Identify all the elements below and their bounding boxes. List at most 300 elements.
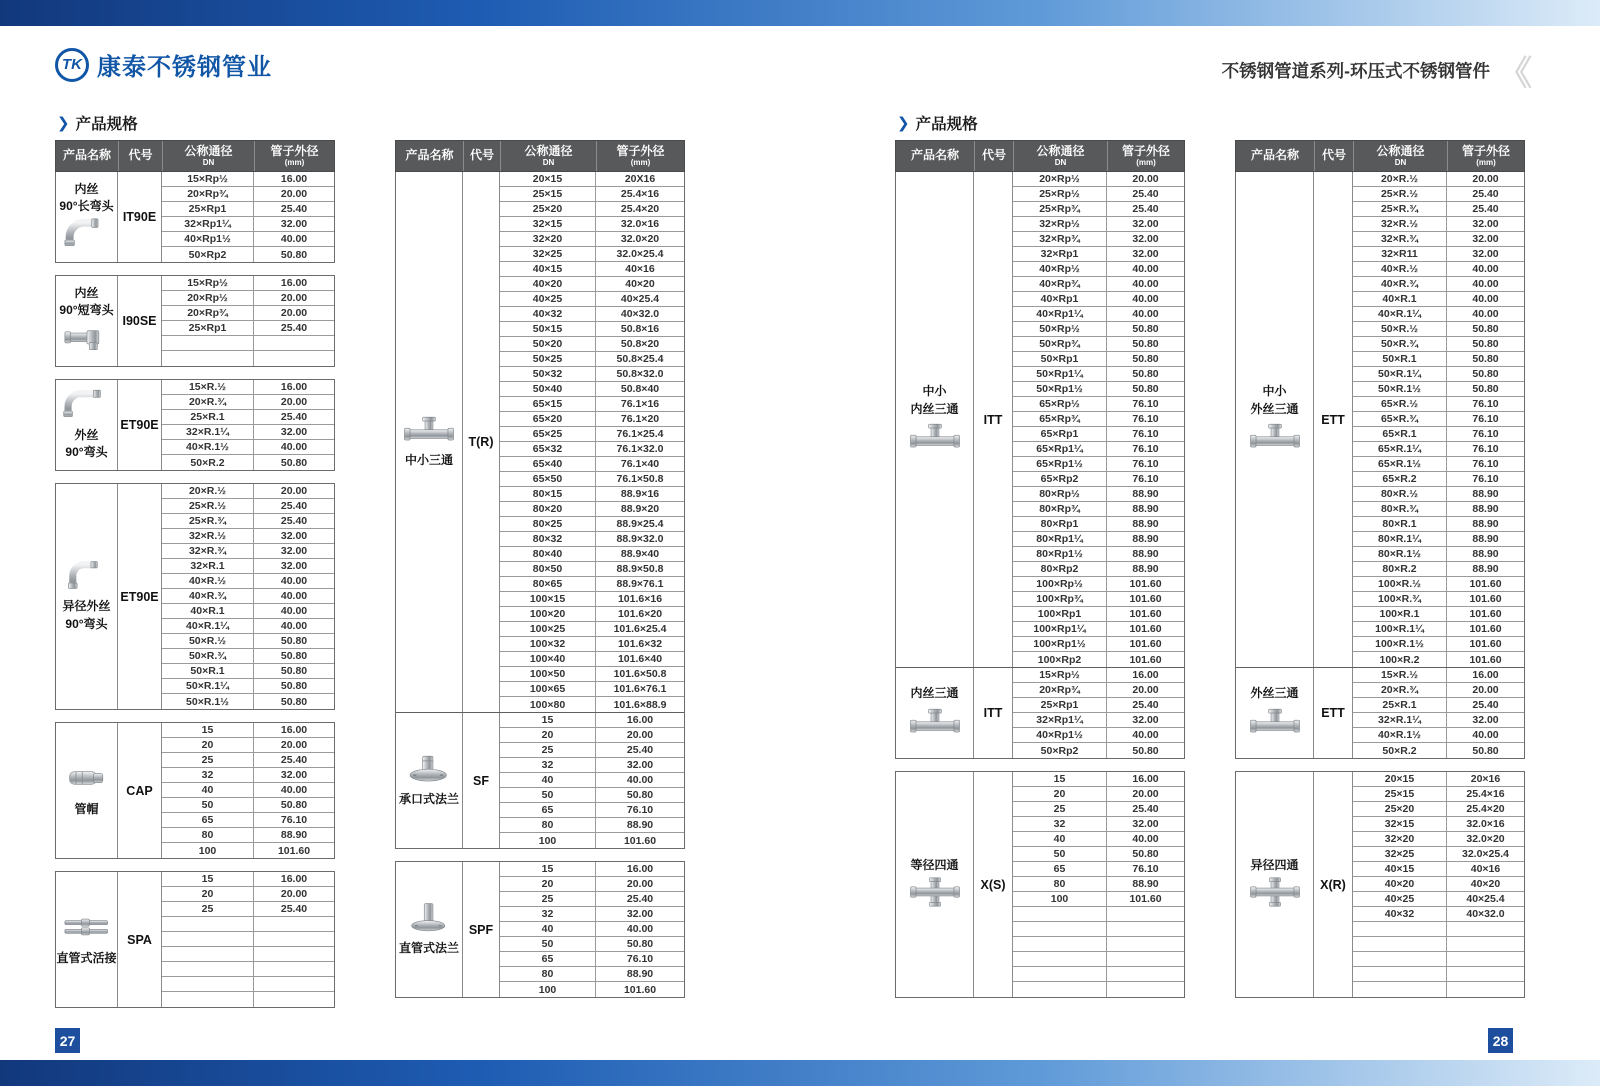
od-value: 76.10 <box>1132 398 1159 410</box>
od-value: 50.80 <box>280 695 308 708</box>
header-label: 产品名称 <box>62 148 111 163</box>
product-code: ET90E <box>118 380 162 470</box>
dn-value: 80×Rp1½ <box>1013 547 1107 561</box>
product-name-line: 内丝 <box>74 181 99 196</box>
od-value: 20.00 <box>280 307 308 319</box>
product-name-line: 承口式法兰 <box>398 791 459 806</box>
table-row <box>500 982 684 997</box>
dn-value: 15×Rp½ <box>1013 668 1107 682</box>
table-row <box>162 276 334 291</box>
table-row <box>500 877 684 892</box>
od-value: 25.40 <box>1132 699 1159 711</box>
table-row <box>162 694 334 709</box>
od-value: 50.8×25.4 <box>616 353 664 365</box>
flange-socket-icon <box>403 753 455 783</box>
section-title-text: 产品规格 <box>75 116 138 133</box>
od-value: 76.10 <box>1472 458 1499 470</box>
od-value <box>254 977 334 991</box>
table-row <box>500 457 684 472</box>
table-row <box>162 395 334 410</box>
dn-value <box>1013 907 1107 921</box>
dn-value: 80×15 <box>500 487 596 501</box>
od-value: 101.60 <box>1129 638 1162 650</box>
table-row <box>1013 502 1184 517</box>
dn-value: 25×20 <box>500 202 596 216</box>
dn-value: 80×32 <box>500 532 596 546</box>
product-name <box>399 791 459 808</box>
table-row <box>1353 877 1524 892</box>
col-header-od <box>254 141 334 171</box>
dn-value: 32×R.½ <box>1353 217 1447 231</box>
product-name-line: 90°弯头 <box>65 445 108 459</box>
dn-value: 32×25 <box>500 247 596 261</box>
spec-table-2 <box>395 140 685 998</box>
od-value: 40.00 <box>1132 308 1159 320</box>
product-photo <box>403 753 455 788</box>
dn-value: 100×Rp1 <box>1013 607 1107 621</box>
table-row <box>500 652 684 667</box>
table-row <box>1013 847 1184 862</box>
dn-value: 40×15 <box>1353 862 1447 876</box>
dn-value: 65×32 <box>500 442 596 456</box>
arrow-icon: ❯ <box>57 115 70 132</box>
table-row <box>1013 652 1184 667</box>
dn-value: 32×Rp¾ <box>1013 232 1107 246</box>
table-row <box>1353 172 1524 187</box>
od-value: 88.9×32.0 <box>616 533 664 545</box>
od-value: 88.9×20 <box>620 503 660 515</box>
table-row <box>500 532 684 547</box>
od-value: 88.90 <box>1132 488 1159 500</box>
table-row <box>1013 262 1184 277</box>
dn-value <box>162 992 254 1007</box>
table-row <box>1353 472 1524 487</box>
dn-value: 50×15 <box>500 322 596 336</box>
dn-value: 32×R.¾ <box>1353 232 1447 246</box>
od-value <box>254 351 334 366</box>
od-value: 88.90 <box>1132 533 1159 545</box>
od-value: 20.00 <box>280 292 308 304</box>
od-value: 101.60 <box>1129 578 1162 590</box>
table-row <box>1353 292 1524 307</box>
product-name <box>1250 383 1298 418</box>
dn-value: 50×20 <box>500 337 596 351</box>
table-row <box>162 410 334 425</box>
od-value: 76.1×32.0 <box>616 443 664 455</box>
dn-value: 100×R.1¼ <box>1353 622 1447 636</box>
od-value: 50.8×40 <box>620 383 660 395</box>
od-value: 20.00 <box>626 729 654 741</box>
od-value: 20.00 <box>1132 684 1159 696</box>
table-row <box>500 592 684 607</box>
product-code: ETT <box>1314 172 1353 667</box>
od-value: 25.4×16 <box>1466 788 1505 800</box>
od-value: 101.6×76.1 <box>613 683 667 695</box>
table-row <box>500 892 684 907</box>
dn-value: 65×Rp1 <box>1013 427 1107 441</box>
dn-value: 80 <box>500 818 596 832</box>
dn-value: 65 <box>1013 862 1107 876</box>
header-label: 代号 <box>1321 148 1346 163</box>
product-section <box>56 872 334 1007</box>
header-label: 代号 <box>469 148 494 163</box>
product-photo <box>61 912 113 947</box>
table-row <box>162 202 334 217</box>
dn-value: 25 <box>162 753 254 767</box>
od-value: 88.90 <box>1472 518 1499 530</box>
table-row <box>500 577 684 592</box>
dn-value: 50×Rp¾ <box>1013 337 1107 351</box>
od-value <box>1447 952 1524 966</box>
dn-value: 40×Rp1½ <box>1013 728 1107 742</box>
od-value: 40.00 <box>1132 293 1159 305</box>
dn-value: 20×15 <box>500 172 596 186</box>
dn-value: 25 <box>500 743 596 757</box>
od-value: 32.0×16 <box>620 218 660 230</box>
table-row <box>1353 427 1524 442</box>
od-value: 88.90 <box>626 968 654 980</box>
product-photo <box>403 414 455 449</box>
product-name <box>399 940 459 957</box>
product-photo <box>61 389 113 424</box>
od-value: 32.00 <box>626 759 654 771</box>
dn-value: 32×20 <box>500 232 596 246</box>
table-row <box>162 768 334 783</box>
dn-value <box>162 977 254 991</box>
spec-table-4 <box>1235 140 1525 998</box>
table-row <box>500 803 684 818</box>
table-row <box>1353 743 1524 758</box>
table-row <box>1013 937 1184 952</box>
product-name-cell <box>56 723 118 858</box>
dn-value: 25 <box>1013 802 1107 816</box>
header-label: 代号 <box>981 148 1006 163</box>
table-row <box>1013 922 1184 937</box>
table-row <box>500 922 684 937</box>
dn-value: 40×Rp1 <box>1013 292 1107 306</box>
table-row <box>162 291 334 306</box>
dn-value: 20×15 <box>1353 772 1447 786</box>
od-value: 32.00 <box>280 530 308 542</box>
dn-value: 15×R.½ <box>1353 668 1447 682</box>
dn-value: 100×32 <box>500 637 596 651</box>
elbow-ext-icon <box>61 389 113 419</box>
od-value: 25.40 <box>280 322 308 334</box>
dn-value: 20×Rp½ <box>162 291 254 305</box>
dn-value: 80×R.2 <box>1353 562 1447 576</box>
header-label: 公称通径 <box>1036 143 1085 158</box>
col-header-code <box>974 141 1013 171</box>
od-value: 16.00 <box>1132 669 1159 681</box>
od-value: 76.1×40 <box>620 458 660 470</box>
table-row <box>1353 802 1524 817</box>
od-value: 76.1×20 <box>620 413 660 425</box>
dn-value: 50×Rp1½ <box>1013 382 1107 396</box>
dn-value: 50×Rp1 <box>1013 352 1107 366</box>
od-value <box>254 962 334 976</box>
od-value: 40×20 <box>625 278 655 290</box>
table-row <box>1353 502 1524 517</box>
product-photo <box>403 902 455 937</box>
dn-value: 50×40 <box>500 382 596 396</box>
dn-value: 20 <box>162 887 254 901</box>
product-name <box>57 950 117 967</box>
product-photo <box>61 560 113 595</box>
dn-value: 25×Rp1 <box>162 202 254 216</box>
cross-icon <box>1249 877 1301 907</box>
table-row <box>1013 952 1184 967</box>
spec-rows <box>162 872 334 1007</box>
table-row <box>500 743 684 758</box>
product-name-line: 中小三通 <box>404 453 453 468</box>
od-value: 25.4×20 <box>1466 803 1505 815</box>
dn-value: 80×Rp½ <box>1013 487 1107 501</box>
product-name <box>62 598 110 633</box>
od-value: 50.80 <box>1132 383 1159 395</box>
od-value: 88.90 <box>1132 503 1159 515</box>
dn-value: 40×20 <box>1353 877 1447 891</box>
table-row <box>500 322 684 337</box>
od-value: 88.90 <box>1132 563 1159 575</box>
table-row <box>1353 382 1524 397</box>
table-row <box>1353 652 1524 667</box>
header-label: 代号 <box>128 148 153 163</box>
od-value: 32.00 <box>280 560 308 572</box>
table-row <box>1013 202 1184 217</box>
dn-value: 100×Rp1½ <box>1013 637 1107 651</box>
col-header-code <box>463 141 500 171</box>
dn-value: 20×Rp¾ <box>1013 683 1107 697</box>
table-row <box>1013 967 1184 982</box>
od-value: 32.00 <box>280 426 308 438</box>
table-row <box>162 217 334 232</box>
spec-rows <box>162 484 334 709</box>
od-value: 32.00 <box>1472 714 1499 726</box>
dn-value: 25×20 <box>1353 802 1447 816</box>
table-row <box>1353 922 1524 937</box>
product-name-cell <box>896 668 974 758</box>
dn-value <box>162 336 254 350</box>
table-row <box>162 992 334 1007</box>
product-block <box>55 722 335 859</box>
header-label: 产品名称 <box>405 148 454 163</box>
table-row <box>1353 367 1524 382</box>
table-row <box>1353 967 1524 982</box>
product-name-line: 内丝三通 <box>910 686 959 701</box>
dn-value: 50 <box>500 937 596 951</box>
product-block <box>895 771 1185 998</box>
od-value: 25.40 <box>280 754 308 766</box>
dn-value: 20 <box>500 728 596 742</box>
spec-rows <box>162 276 334 366</box>
od-value: 101.60 <box>1129 608 1162 620</box>
product-name-line: 90°短弯头 <box>59 303 114 317</box>
table-row <box>500 412 684 427</box>
table-row <box>1013 217 1184 232</box>
dn-value <box>1013 922 1107 936</box>
od-value: 25.40 <box>1132 803 1159 815</box>
table-row <box>1353 487 1524 502</box>
table-row <box>500 172 684 187</box>
od-value: 32.00 <box>1132 233 1159 245</box>
table-row <box>1353 457 1524 472</box>
od-value: 88.90 <box>626 819 654 831</box>
od-value: 50.8×20 <box>620 338 660 350</box>
product-block <box>1235 172 1525 759</box>
table-row <box>1353 277 1524 292</box>
product-name-line: 外丝三通 <box>1250 401 1299 416</box>
od-value: 32.0×16 <box>1466 818 1505 830</box>
dn-value: 80×Rp1 <box>1013 517 1107 531</box>
table-row <box>500 307 684 322</box>
product-section <box>896 172 1184 667</box>
table-row <box>1353 337 1524 352</box>
dn-value: 32×R.½ <box>162 529 254 543</box>
dn-value: 15 <box>500 862 596 876</box>
dn-value: 40×25 <box>1353 892 1447 906</box>
table-row <box>1013 427 1184 442</box>
dn-value: 25×R.½ <box>1353 187 1447 201</box>
dn-value: 40×R.1¼ <box>1353 307 1447 321</box>
dn-value: 50 <box>500 788 596 802</box>
od-value: 88.9×40 <box>620 548 660 560</box>
table-header-row <box>55 140 335 172</box>
dn-value: 65 <box>500 803 596 817</box>
product-block <box>55 483 335 710</box>
table-row <box>1013 457 1184 472</box>
od-value: 32.00 <box>1472 218 1499 230</box>
header-label: 产品名称 <box>910 148 959 163</box>
flange-straight-icon <box>403 902 455 932</box>
header-label: 产品名称 <box>1250 148 1299 163</box>
od-value: 25.40 <box>1132 188 1159 200</box>
od-value: 40×20 <box>1470 878 1501 890</box>
dn-value <box>162 947 254 961</box>
page-number-right: 28 <box>1488 1028 1513 1053</box>
dn-value: 50×32 <box>500 367 596 381</box>
od-value: 25.40 <box>1472 203 1499 215</box>
dn-value: 25×15 <box>500 187 596 201</box>
dn-value: 50×R.1 <box>162 664 254 678</box>
dn-value: 65 <box>162 813 254 827</box>
table-row <box>1353 442 1524 457</box>
table-row <box>162 753 334 768</box>
od-value: 50.80 <box>1132 744 1159 757</box>
table-row <box>1013 367 1184 382</box>
od-value: 88.90 <box>1472 548 1499 560</box>
od-value: 40.00 <box>280 441 308 453</box>
table-row <box>500 607 684 622</box>
product-photo <box>1249 877 1301 912</box>
header-label: 管子外径 <box>616 143 665 158</box>
spec-table-1 <box>55 140 335 1008</box>
dn-value: 80×Rp2 <box>1013 562 1107 576</box>
product-name <box>910 685 958 702</box>
dn-value: 25×R.¾ <box>1353 202 1447 216</box>
od-value: 20.00 <box>280 485 308 497</box>
table-row <box>162 619 334 634</box>
od-value: 25.40 <box>280 500 308 512</box>
dn-value: 50×Rp1¼ <box>1013 367 1107 381</box>
dn-value: 65×Rp1¼ <box>1013 442 1107 456</box>
section-title-left <box>57 112 138 134</box>
dn-value: 50×25 <box>500 352 596 366</box>
od-value: 101.6×32 <box>617 638 663 650</box>
dn-value: 50×R.1½ <box>1353 382 1447 396</box>
table-row <box>1013 622 1184 637</box>
dn-value <box>1353 967 1447 981</box>
table-row <box>1013 562 1184 577</box>
table-row <box>1013 728 1184 743</box>
table-row <box>162 604 334 619</box>
chevron-deco-icon: 《 <box>1498 55 1532 93</box>
spec-rows <box>500 713 684 848</box>
od-value: 101.60 <box>1129 623 1162 635</box>
od-value: 32.00 <box>1472 233 1499 245</box>
od-value: 40×25.4 <box>620 293 660 305</box>
dn-value: 50×R.½ <box>162 634 254 648</box>
od-value: 50.80 <box>1472 338 1499 350</box>
od-value <box>1447 967 1524 981</box>
table-row <box>500 833 684 848</box>
product-name-cell <box>56 872 118 1007</box>
dn-value: 80 <box>1013 877 1107 891</box>
dn-value: 50×Rp½ <box>1013 322 1107 336</box>
product-name-line: 异径四通 <box>1250 857 1299 872</box>
od-value: 101.6×25.4 <box>613 623 667 635</box>
dn-value: 20×R.½ <box>162 484 254 498</box>
od-value: 32.00 <box>280 769 308 781</box>
table-row <box>500 232 684 247</box>
product-name-line: 内丝三通 <box>910 401 959 416</box>
od-value: 76.1×16 <box>620 398 660 410</box>
table-row <box>1013 713 1184 728</box>
table-row <box>1013 352 1184 367</box>
dn-value: 80×R.¾ <box>1353 502 1447 516</box>
od-value: 32.00 <box>280 545 308 557</box>
dn-value: 100×40 <box>500 652 596 666</box>
product-name-line: 90°长弯头 <box>59 199 114 213</box>
table-row <box>1013 637 1184 652</box>
od-value <box>1107 922 1184 936</box>
product-section <box>1236 172 1524 667</box>
dn-value: 50×R.¾ <box>162 649 254 663</box>
od-value: 101.60 <box>1469 653 1502 666</box>
od-value: 50.80 <box>1132 353 1159 365</box>
od-value: 88.9×16 <box>620 488 660 500</box>
table-row <box>1353 907 1524 922</box>
header-sublabel: DN <box>542 157 555 167</box>
dn-value: 40 <box>162 783 254 797</box>
dn-value <box>1353 982 1447 997</box>
od-value: 40.00 <box>280 784 308 796</box>
product-section <box>396 862 684 997</box>
od-value: 32.0×25.4 <box>1461 848 1509 860</box>
od-value: 101.60 <box>1469 578 1502 590</box>
union-icon <box>61 912 113 942</box>
od-value: 16.00 <box>280 173 308 185</box>
product-name-cell <box>56 276 118 366</box>
product-name <box>405 452 453 469</box>
table-row <box>1013 487 1184 502</box>
dn-value: 25×15 <box>1353 787 1447 801</box>
od-value: 76.10 <box>626 804 654 816</box>
od-value: 20.00 <box>626 878 654 890</box>
od-value: 40.00 <box>1132 833 1159 845</box>
dn-value: 25×R.¾ <box>162 514 254 528</box>
product-name <box>65 427 107 462</box>
table-row <box>500 728 684 743</box>
